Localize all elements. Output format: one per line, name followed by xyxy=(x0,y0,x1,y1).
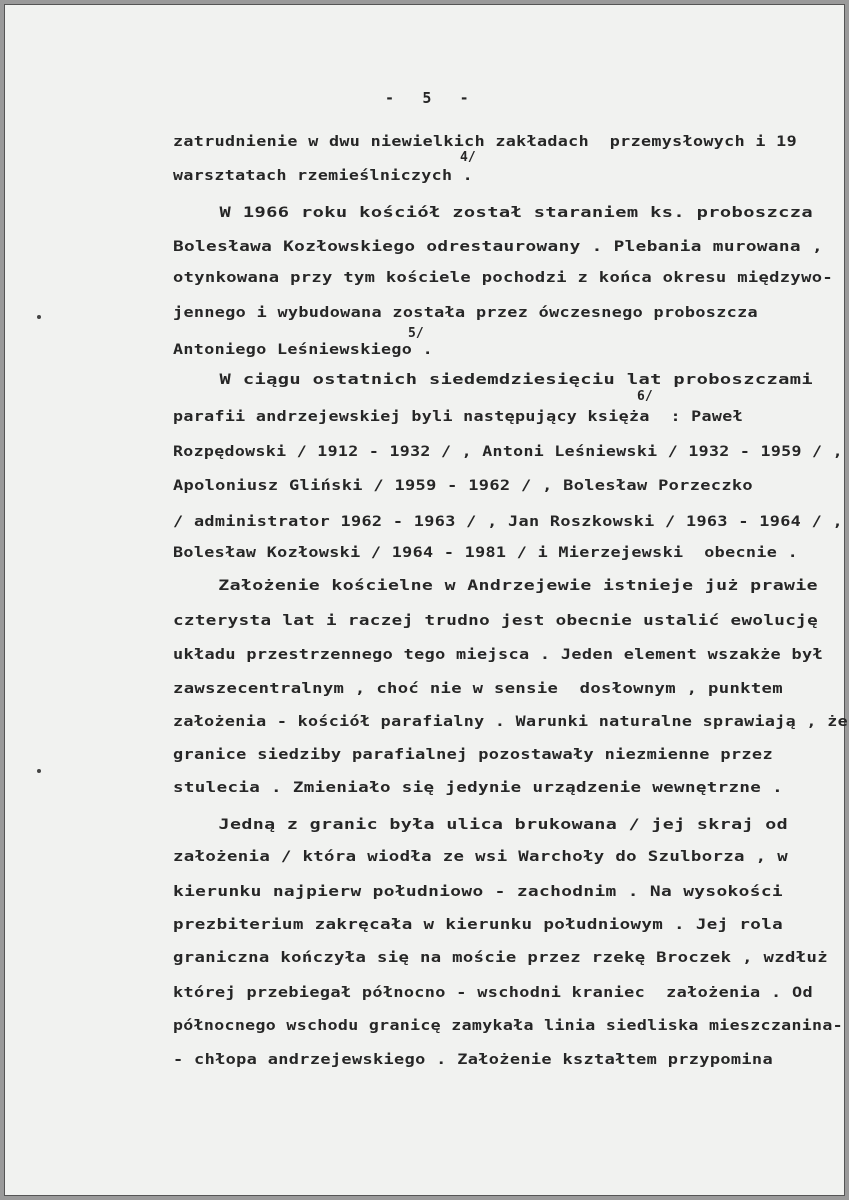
text-line: warsztatach rzemieślniczych . xyxy=(173,168,474,184)
text-line: Rozpędowski / 1912 - 1932 / , Antoni Leśniewski / 1932 - 1959 / , xyxy=(173,444,843,460)
text-line: Antoniego Leśniewskiego . xyxy=(173,342,433,358)
text-line: stulecia . Zmieniało się jedynie urządzenie wewnętrzne . xyxy=(173,780,783,796)
text-line: czterysta lat i raczej trudno jest obecnie ustalić ewolucję xyxy=(173,613,819,629)
text-line: W ciągu ostatnich siedemdziesięciu lat proboszczami xyxy=(173,372,814,388)
text-line: Apoloniusz Gliński / 1959 - 1962 / , Bolesław Porzeczko xyxy=(173,478,753,494)
text-line: jennego i wybudowana została przez ówczesnego proboszcza xyxy=(173,305,759,321)
text-line: / administrator 1962 - 1963 / , Jan Roszkowski / 1963 - 1964 / , xyxy=(173,514,844,530)
text-line: graniczna kończyła się na moście przez rzekę Broczek , wzdłuż xyxy=(173,950,828,966)
text-line: Bolesława Kozłowskiego odrestaurowany . Plebania murowana , xyxy=(173,239,823,255)
punch-hole-mark xyxy=(37,315,41,319)
text-line: otynkowana przy tym kościele pochodzi z końca okresu międzywo- xyxy=(173,270,833,286)
text-line: układu przestrzennego tego miejsca . Jeden element wszakże był xyxy=(173,647,823,663)
text-line: Jedną z granic była ulica brukowana / jej skraj od xyxy=(173,817,789,833)
text-line: której przebiegał północno - wschodni kraniec założenia . Od xyxy=(173,985,814,1001)
text-line: granice siedziby parafialnej pozostawały niezmienne przez xyxy=(173,747,773,763)
footnote-marker: 4/ xyxy=(460,150,476,165)
text-line: założenia / która wiodła ze wsi Warchoły do Szulborza , w xyxy=(173,849,789,865)
footnote-marker: 5/ xyxy=(408,326,424,341)
punch-hole-mark xyxy=(37,769,41,773)
text-line: parafii andrzejewskiej byli następujący księża : Paweł xyxy=(173,409,743,425)
footnote-marker: 6/ xyxy=(637,389,653,404)
text-line: założenia - kościół parafialny . Warunki naturalne sprawiają , że xyxy=(173,714,848,730)
page-number: - 5 - xyxy=(385,89,469,107)
text-line: Założenie kościelne w Andrzejewie istnieje już prawie xyxy=(173,578,818,594)
text-line: kierunku najpierw południowo - zachodnim . Na wysokości xyxy=(173,884,784,900)
text-line: zatrudnienie w dwu niewielkich zakładach przemysłowych i 19 xyxy=(173,134,797,150)
document-page xyxy=(4,4,848,1196)
text-line: - chłopa andrzejewskiego . Założenie kształtem przypomina xyxy=(173,1052,773,1068)
text-line: W 1966 roku kościół został staraniem ks. proboszcza xyxy=(173,205,814,221)
text-line: północnego wschodu granicę zamykała linia siedliska mieszczanina- xyxy=(173,1018,843,1034)
text-line: prezbiterium zakręcała w kierunku południowym . Jej rola xyxy=(173,917,783,933)
text-line: Bolesław Kozłowski / 1964 - 1981 / i Mierzejewski obecnie . xyxy=(173,545,799,561)
text-line: zawszecentralnym , choć nie w sensie dosłownym , punktem xyxy=(173,681,783,697)
